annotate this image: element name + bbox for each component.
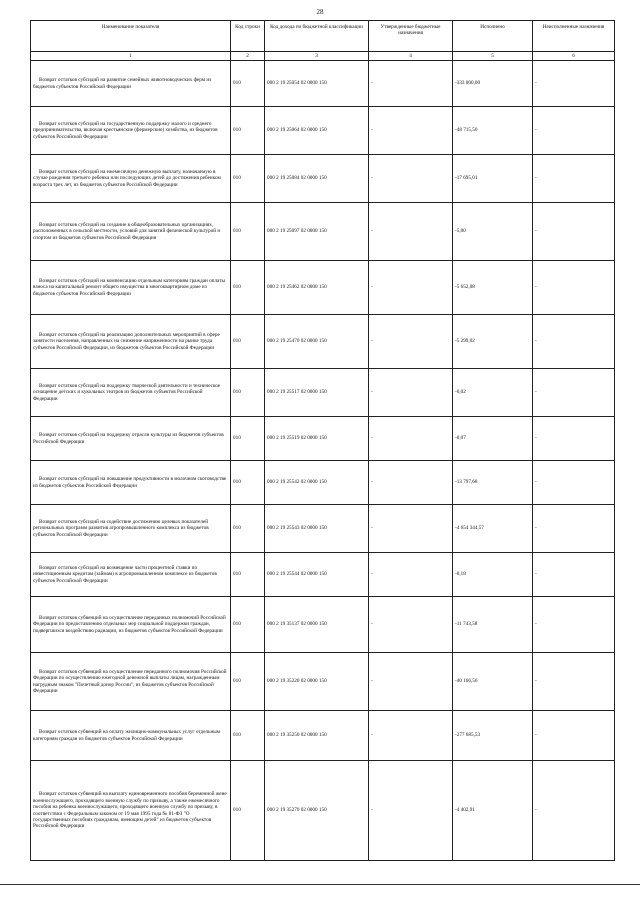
row-approved: - (369, 505, 453, 553)
row-approved: - (369, 761, 453, 861)
row-unexecuted: - (533, 553, 615, 597)
row-unexecuted: - (533, 653, 615, 711)
table-row (31, 761, 615, 861)
page-number: 28 (316, 8, 324, 16)
row-unexecuted: - (533, 597, 615, 653)
row-name: Возврат остатков субсидий на поддержку творческой деятельности и техническое оснащение детских и кукольных театров из бюджетов субъектов Российской Федерации (31, 369, 231, 417)
row-name: Возврат остатков субсидий на развитие семейных животноводческих ферм из бюджетов субъектов Российской Федерации (31, 61, 231, 107)
table-row (31, 505, 615, 553)
row-income-code: 000 2 19 35270 02 0000 150 (265, 761, 369, 861)
row-line-code: 010 (231, 597, 265, 653)
header-executed: Исполнено (453, 21, 533, 52)
row-income-code: 000 2 19 35137 02 0000 150 (265, 597, 369, 653)
row-approved: - (369, 261, 453, 315)
row-approved: - (369, 461, 453, 505)
row-line-code: 010 (231, 61, 265, 107)
row-executed: -0,07 (453, 417, 533, 461)
row-executed: -40 166,56 (453, 653, 533, 711)
row-unexecuted: - (533, 315, 615, 369)
table-row (31, 597, 615, 653)
row-name: Возврат остатков субсидий на создание в общеобразовательных организациях, расположенных в сельской местности, условий для занятий физической культурой и спортом из бюджетов субъектов Российской Федерации (31, 203, 231, 261)
row-approved: - (369, 597, 453, 653)
column-number-row (31, 52, 615, 61)
row-executed: -4 654 344,57 (453, 505, 533, 553)
row-income-code: 000 2 19 35220 02 0000 150 (265, 653, 369, 711)
header-row (31, 21, 615, 52)
row-approved: - (369, 711, 453, 761)
row-name: Возврат остатков субсидий на возмещение части процентной ставки по инвестиционным кредитам (займам) в агропромышленном комплексе из бюджетов субъектов Российской Федерации (31, 553, 231, 597)
table-row (31, 155, 615, 203)
header-line-code: Код строки (231, 21, 265, 52)
row-unexecuted: - (533, 711, 615, 761)
row-executed: -333 000,00 (453, 61, 533, 107)
row-unexecuted: - (533, 261, 615, 315)
row-executed: -4 402,91 (453, 761, 533, 861)
column-number: 1 (31, 52, 231, 61)
row-executed: -0,18 (453, 553, 533, 597)
row-income-code: 000 2 19 25054 02 0000 150 (265, 61, 369, 107)
row-income-code: 000 2 19 25543 02 0000 150 (265, 505, 369, 553)
header-income-code: Код дохода по бюджетной классификации (265, 21, 369, 52)
row-approved: - (369, 315, 453, 369)
row-income-code: 000 2 19 25470 02 0000 150 (265, 315, 369, 369)
row-name: Возврат остатков субсидий на государственную поддержку малого и среднего предпринимательства, включая крестьянские (фермерские) хозяйства, из бюджетов субъектов Российской Федерации (31, 107, 231, 155)
row-name: Возврат остатков субсидий на реализацию дополнительных мероприятий в сфере занятости населения, направленных на снижение напряженности на рынке труда субъектов Российской Федерации, из бюджетов субъектов Российской Федерации (31, 315, 231, 369)
row-income-code: 000 2 19 25084 02 0000 150 (265, 155, 369, 203)
row-line-code: 010 (231, 461, 265, 505)
row-line-code: 010 (231, 553, 265, 597)
table-row (31, 107, 615, 155)
row-executed: -277 685,53 (453, 711, 533, 761)
row-name: Возврат остатков субвенций на оплату жилищно-коммунальных услуг отдельным категориям граждан из бюджетов субъектов Российской Федерации (31, 711, 231, 761)
row-unexecuted: - (533, 155, 615, 203)
row-approved: - (369, 203, 453, 261)
row-income-code: 000 2 19 35250 02 0000 150 (265, 711, 369, 761)
header-unexecuted: Неисполненные назначения (533, 21, 615, 52)
row-approved: - (369, 369, 453, 417)
table-row (31, 553, 615, 597)
row-line-code: 010 (231, 711, 265, 761)
row-approved: - (369, 155, 453, 203)
row-approved: - (369, 61, 453, 107)
header-name: Наименование показателя (31, 21, 231, 52)
row-executed: -5 652,08 (453, 261, 533, 315)
row-unexecuted: - (533, 417, 615, 461)
row-name: Возврат остатков субвенций на выплату единовременного пособия беременной жене военнослужащего, проходящего военную службу по призыву, а также ежемесячного пособия на ребенка военнослужащего, проходящего военную службу по призыву, в соответствии с Федеральным законом от 19 мая 1995 года № 81-ФЗ "О государственных пособиях гражданам, имеющим детей" из бюджетов субъектов Российской Федерации (31, 761, 231, 861)
row-approved: - (369, 417, 453, 461)
row-income-code: 000 2 19 25517 02 0000 150 (265, 369, 369, 417)
row-executed: -11 743,58 (453, 597, 533, 653)
table-row (31, 417, 615, 461)
row-unexecuted: - (533, 203, 615, 261)
row-executed: -0,02 (453, 369, 533, 417)
row-line-code: 010 (231, 155, 265, 203)
table-row (31, 461, 615, 505)
row-unexecuted: - (533, 761, 615, 861)
row-executed: -48 715,50 (453, 107, 533, 155)
page-bottom-divider (0, 884, 640, 885)
table-row (31, 203, 615, 261)
column-number: 6 (533, 52, 615, 61)
row-line-code: 010 (231, 369, 265, 417)
row-income-code: 000 2 19 25519 02 0000 150 (265, 417, 369, 461)
row-line-code: 010 (231, 653, 265, 711)
row-income-code: 000 2 19 25064 02 0000 150 (265, 107, 369, 155)
row-approved: - (369, 107, 453, 155)
row-name: Возврат остатков субвенций на осуществление переданного полномочия Российской Федерации по осуществлению ежегодной денежной выплаты лицам, награжденным нагрудным знаком "Почетный донор России", из бюджетов субъектов Российской Федерации (31, 653, 231, 711)
row-name: Возврат остатков субсидий на содействие достижению целевых показателей региональных программ развития агропромышленного комплекса из бюджетов субъектов Российской Федерации (31, 505, 231, 553)
table-row (31, 653, 615, 711)
row-approved: - (369, 553, 453, 597)
row-line-code: 010 (231, 261, 265, 315)
table-row (31, 61, 615, 107)
row-unexecuted: - (533, 369, 615, 417)
row-name: Возврат остатков субвенций на осуществление переданных полномочий Российской Федерации по предоставлению отдельных мер социальной поддержки граждан, подвергшихся воздействию радиации, из бюджетов субъектов Российской Федерации (31, 597, 231, 653)
table-row (31, 261, 615, 315)
row-executed: -13 797,68 (453, 461, 533, 505)
row-line-code: 010 (231, 203, 265, 261)
header-approved: Утвержденные бюджетные назначения (369, 21, 453, 52)
row-approved: - (369, 653, 453, 711)
row-line-code: 010 (231, 761, 265, 861)
row-income-code: 000 2 19 25542 02 0000 150 (265, 461, 369, 505)
row-line-code: 010 (231, 107, 265, 155)
row-line-code: 010 (231, 505, 265, 553)
table-row (31, 711, 615, 761)
column-number: 2 (231, 52, 265, 61)
row-executed: -17 695,01 (453, 155, 533, 203)
row-income-code: 000 2 19 25544 02 0000 150 (265, 553, 369, 597)
column-number: 4 (369, 52, 453, 61)
row-income-code: 000 2 19 25462 02 0000 150 (265, 261, 369, 315)
row-unexecuted: - (533, 461, 615, 505)
row-executed: -5 299,02 (453, 315, 533, 369)
row-unexecuted: - (533, 505, 615, 553)
row-name: Возврат остатков субсидий на поддержку отрасли культуры из бюджетов субъектов Российской Федерации (31, 417, 231, 461)
table-row (31, 369, 615, 417)
row-unexecuted: - (533, 61, 615, 107)
row-executed: -5,00 (453, 203, 533, 261)
column-number: 5 (453, 52, 533, 61)
row-unexecuted: - (533, 107, 615, 155)
row-name: Возврат остатков субсидий на компенсацию отдельным категориям граждан оплаты взноса на капитальный ремонт общего имущества в многоквартирном доме из бюджетов субъектов Российской Федерации (31, 261, 231, 315)
row-line-code: 010 (231, 417, 265, 461)
budget-execution-table (30, 20, 615, 861)
table-row (31, 315, 615, 369)
row-line-code: 010 (231, 315, 265, 369)
row-name: Возврат остатков субсидий на повышение продуктивности в молочном скотоводстве из бюджетов субъектов Российской Федерации (31, 461, 231, 505)
column-number: 3 (265, 52, 369, 61)
row-name: Возврат остатков субсидий на ежемесячную денежную выплату, назначаемую в случае рождения третьего ребенка или последующих детей до достижения ребенком возраста трех лет, из бюджетов субъектов Российской Федерации (31, 155, 231, 203)
row-income-code: 000 2 19 25097 02 0000 150 (265, 203, 369, 261)
